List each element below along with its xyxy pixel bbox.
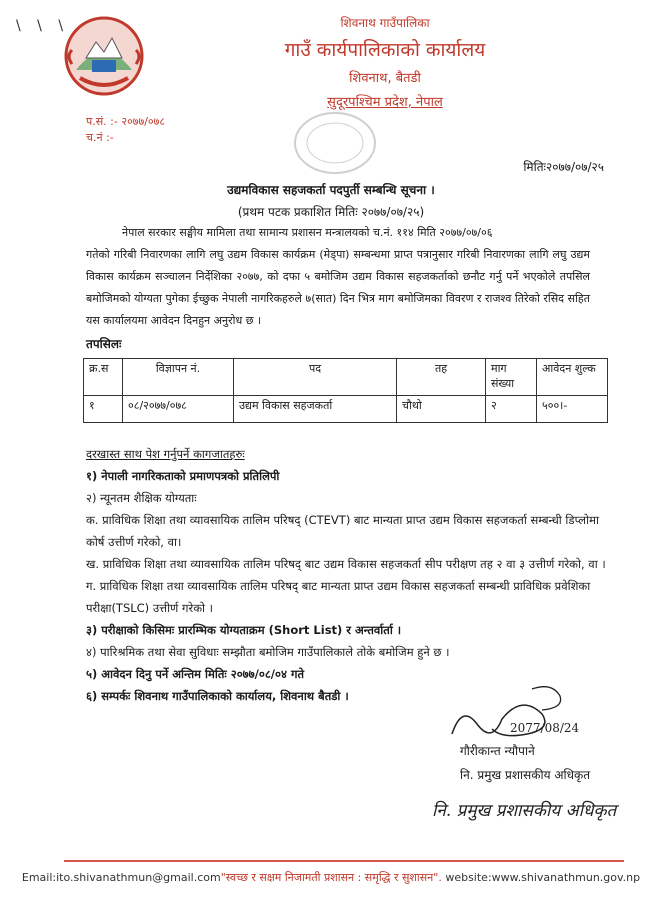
office-location: शिवनाथ, बैतडी [349,71,421,86]
list-item: ३) परीक्षाको किसिमः प्रारम्भिक योग्यताक्रम (Short List) र अन्तर्वार्ता । [86,623,402,637]
office-stamp-icon [290,108,380,178]
col-serial: क्र.स [84,359,123,396]
table-label: तपसिलः [86,337,122,351]
notice-subtitle: (प्रथम पटक प्रकाशित मितिः २०७७/०७/२५) [237,205,425,219]
dispatch-number: च.नं :- [86,131,114,144]
col-quantity: माग संख्या [486,359,537,396]
cell-fee: ५००।- [537,396,608,423]
cell-quantity: २ [486,396,537,423]
cell-serial: १ [84,396,123,423]
letter-number: प.सं. :- २०७७/०७८ [86,115,166,128]
list-item: क. प्राविधिक शिक्षा तथा व्यावसायिक तालिम परिषद् (CTEVT) बाट मान्यता प्राप्त उद्यम विकास सहजकर्ता सम्बन्धी डिप्लोमा कोर्ष उत्तीर्ण गरेको, वा। [86,513,599,549]
notice-body [86,222,590,332]
notice-title: उद्यमविकास सहजकर्ता पदपुर्ती सम्बन्धि सूचना । [227,183,435,197]
list-item: ग. प्राविधिक शिक्षा तथा व्यावसायिक तालिम परिषद् बाट मान्यता प्राप्त उद्यम विकास सहजकर्ता सम्बन्धी प्राविधिक प्रवेशिका परीक्षा(TSLC) उत्तीर्ण गरेको । [86,579,591,615]
vacancy-table [83,358,608,423]
list-item: १) नेपाली नागरिकताको प्रमाणपत्रको प्रतिलिपी [86,469,280,483]
handwritten-designation: नि. प्रमुख प्रशासकीय अधिकृत [432,801,617,821]
footer-email[interactable]: Email:ito.shivanathmun@gmail.com [21,871,221,884]
footer-divider [64,860,624,862]
province-name: सुदूरपश्चिम प्रदेश, नेपाल [327,95,443,110]
required-documents [86,443,606,707]
col-post: पद [234,359,397,396]
signature-date: 2077/08/24 [510,721,580,735]
municipality-name: शिवनाथ गाउँपालिका [340,16,430,30]
docs-heading: दरखास्त साथ पेश गर्नुपर्ने कागजातहरुः [86,447,245,461]
cell-level: चौथो [397,396,486,423]
nepal-emblem-icon [62,14,146,98]
margin-marks: \ \ \ [16,18,70,34]
col-ad-number: विज्ञापन नं. [123,359,234,396]
list-item: २) न्यूनतम शैक्षिक योग्यताः [86,491,197,505]
footer [0,870,662,885]
list-item: ४) पारिश्रमिक तथा सेवा सुविधाः सम्झौता बमोजिम गाउँपालिकाले तोके बमोजिम हुने छ । [86,645,450,659]
list-item: ख. प्राविधिक शिक्षा तथा व्यावसायिक तालिम परिषद् बाट उद्यम विकास सहजकर्ता सीप परीक्षण तह २ वा ३ उत्तीर्ण गरेको, वा । [86,557,606,571]
signer-name: गौरीकान्त न्यौपाने [460,744,535,758]
footer-website[interactable]: website:www.shivanathmun.gov.np [445,871,641,884]
signer-designation: नि. प्रमुख प्रशासकीय अधिकृत [460,768,591,782]
list-item: ५) आवेदन दिनु पर्ने अन्तिम मितिः २०७७/०८/०४ गते [86,667,304,681]
body-line-1: नेपाल सरकार सङ्घीय मामिला तथा सामान्य प्रशासन मन्त्रालयको च.नं. ११४ मिति २०७७/०७/०६ [122,226,493,239]
footer-slogan: "स्वच्छ र सक्षम निजामती प्रशासन : समृद्धि र सुशासन". [220,871,442,884]
table-header-row [84,359,608,396]
col-level: तह [397,359,486,396]
col-fee: आवेदन शुल्क [537,359,608,396]
office-title: गाउँ कार्यपालिकाको कार्यालय [284,39,486,61]
table-row [84,396,608,423]
list-item: ६) सम्पर्कः शिवनाथ गाउँपालिकाको कार्यालय, शिवनाथ बैतडी । [86,689,349,703]
body-line-2: गतेको गरिबी निवारणका लागि लघु उद्यम विकास कार्यक्रम (मेड्पा) सम्बन्धमा प्राप्त पत्रानुसार गरिबी निवारणका लागि लघु उद्यम विकास कार्यक्रम सञ्चालन निर्देशिका २०७७, को दफा ५ बमोजिम उद्यम विकास सहजकर्ताको छनौट गर्नु पर्ने भएकोले तपसिल बमोजिमको योग्यता पुगेका ईच्छुक नेपाली नागरिकहरुले ७(सात) दिन भित्र माग बमोजिमका विवरण र राजश्व तिरेको रसिद सहित यस कार्यालयमा आवेदन दिनहुन अनुरोध छ । [86,248,590,327]
notice-date: मितिः२०७७/०७/२५ [523,160,604,174]
cell-post: उद्यम विकास सहजकर्ता [234,396,397,423]
cell-ad-number: ०८/२०७७/०७८ [123,396,234,423]
